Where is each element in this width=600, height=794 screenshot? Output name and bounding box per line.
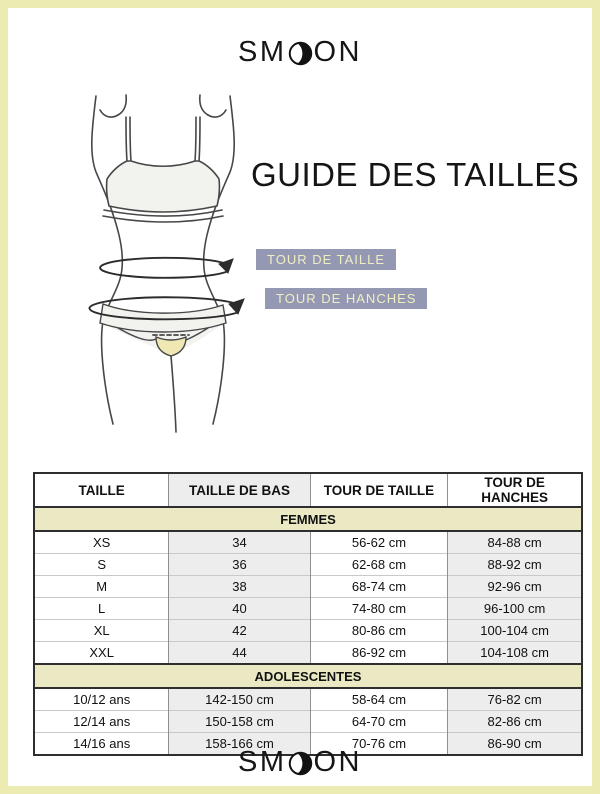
logo-text-post: ON bbox=[313, 746, 362, 778]
cell-waist: 86-92 cm bbox=[310, 642, 448, 665]
inner-leg-line bbox=[171, 356, 176, 432]
table-row-xxl bbox=[34, 642, 582, 665]
cell-hips: 86-90 cm bbox=[448, 733, 582, 756]
bralette bbox=[107, 161, 220, 212]
body-measurement-figure bbox=[56, 88, 276, 458]
cell-size: XS bbox=[34, 531, 169, 554]
bra-strap-right bbox=[195, 117, 200, 161]
bra-strap-left bbox=[126, 117, 131, 161]
moon-phase-icon bbox=[288, 751, 313, 776]
logo-text-post: ON bbox=[313, 36, 362, 68]
gusset bbox=[156, 337, 186, 356]
table-row-xs bbox=[34, 531, 582, 554]
shoulder-line-right bbox=[208, 110, 226, 117]
neck-line-right bbox=[200, 95, 208, 115]
cell-waist: 58-64 cm bbox=[310, 688, 448, 711]
cell-bottom-size: 44 bbox=[169, 642, 310, 665]
cell-size: 10/12 ans bbox=[34, 688, 169, 711]
table-row-12-14 bbox=[34, 711, 582, 733]
table-row-m bbox=[34, 576, 582, 598]
waist-arrow-head bbox=[219, 259, 233, 273]
cell-bottom-size: 42 bbox=[169, 620, 310, 642]
section-header-adolescentes bbox=[34, 664, 582, 688]
cell-size: XL bbox=[34, 620, 169, 642]
brand-logo-top bbox=[8, 36, 592, 69]
table-row-l bbox=[34, 598, 582, 620]
cell-size: S bbox=[34, 554, 169, 576]
cell-size: 12/14 ans bbox=[34, 711, 169, 733]
cell-hips: 76-82 cm bbox=[448, 688, 582, 711]
cell-size: XXL bbox=[34, 642, 169, 665]
column-header-taille: TAILLE bbox=[34, 473, 169, 507]
logo-text-pre: SM bbox=[238, 746, 287, 778]
hips-arrow-head bbox=[229, 299, 244, 314]
cell-hips: 104-108 cm bbox=[448, 642, 582, 665]
logo-text-pre: SM bbox=[238, 36, 287, 68]
moon-phase-icon bbox=[288, 41, 313, 66]
cell-waist: 80-86 cm bbox=[310, 620, 448, 642]
section-header-femmes bbox=[34, 507, 582, 531]
cell-waist: 74-80 cm bbox=[310, 598, 448, 620]
cell-bottom-size: 150-158 cm bbox=[169, 711, 310, 733]
cell-bottom-size: 142-150 cm bbox=[169, 688, 310, 711]
table-row-10-12 bbox=[34, 688, 582, 711]
section-label: ADOLESCENTES bbox=[34, 664, 582, 688]
waist-measure-arrow bbox=[100, 258, 226, 278]
neck-line-left bbox=[118, 95, 126, 115]
cell-hips: 84-88 cm bbox=[448, 531, 582, 554]
cell-hips: 92-96 cm bbox=[448, 576, 582, 598]
table-row-xl bbox=[34, 620, 582, 642]
cell-size: L bbox=[34, 598, 169, 620]
size-table-header-row bbox=[34, 473, 582, 507]
cell-hips: 82-86 cm bbox=[448, 711, 582, 733]
cell-hips: 100-104 cm bbox=[448, 620, 582, 642]
cell-size: 14/16 ans bbox=[34, 733, 169, 756]
cell-bottom-size: 40 bbox=[169, 598, 310, 620]
waist-measure-label: TOUR DE TAILLE bbox=[256, 249, 396, 270]
cell-waist: 56-62 cm bbox=[310, 531, 448, 554]
cell-bottom-size: 34 bbox=[169, 531, 310, 554]
column-header-tour-de-taille: TOUR DE TAILLE bbox=[310, 473, 448, 507]
cell-bottom-size: 158-166 cm bbox=[169, 733, 310, 756]
cell-waist: 64-70 cm bbox=[310, 711, 448, 733]
cell-bottom-size: 36 bbox=[169, 554, 310, 576]
hips-measure-label: TOUR DE HANCHES bbox=[265, 288, 427, 309]
body-outline-left bbox=[92, 96, 123, 424]
column-header-tour-de-hanches: TOUR DE HANCHES bbox=[448, 473, 582, 507]
column-header-taille-de-bas: TAILLE DE BAS bbox=[169, 473, 310, 507]
page-title: GUIDE DES TAILLES bbox=[251, 156, 580, 193]
cell-hips: 88-92 cm bbox=[448, 554, 582, 576]
cell-waist: 68-74 cm bbox=[310, 576, 448, 598]
cell-waist: 70-76 cm bbox=[310, 733, 448, 756]
table-row-s bbox=[34, 554, 582, 576]
section-label: FEMMES bbox=[34, 507, 582, 531]
shoulder-line-left bbox=[100, 110, 118, 117]
size-table bbox=[33, 472, 583, 756]
cell-hips: 96-100 cm bbox=[448, 598, 582, 620]
cell-waist: 62-68 cm bbox=[310, 554, 448, 576]
cell-bottom-size: 38 bbox=[169, 576, 310, 598]
brand-logo-bottom bbox=[8, 746, 592, 779]
cell-size: M bbox=[34, 576, 169, 598]
